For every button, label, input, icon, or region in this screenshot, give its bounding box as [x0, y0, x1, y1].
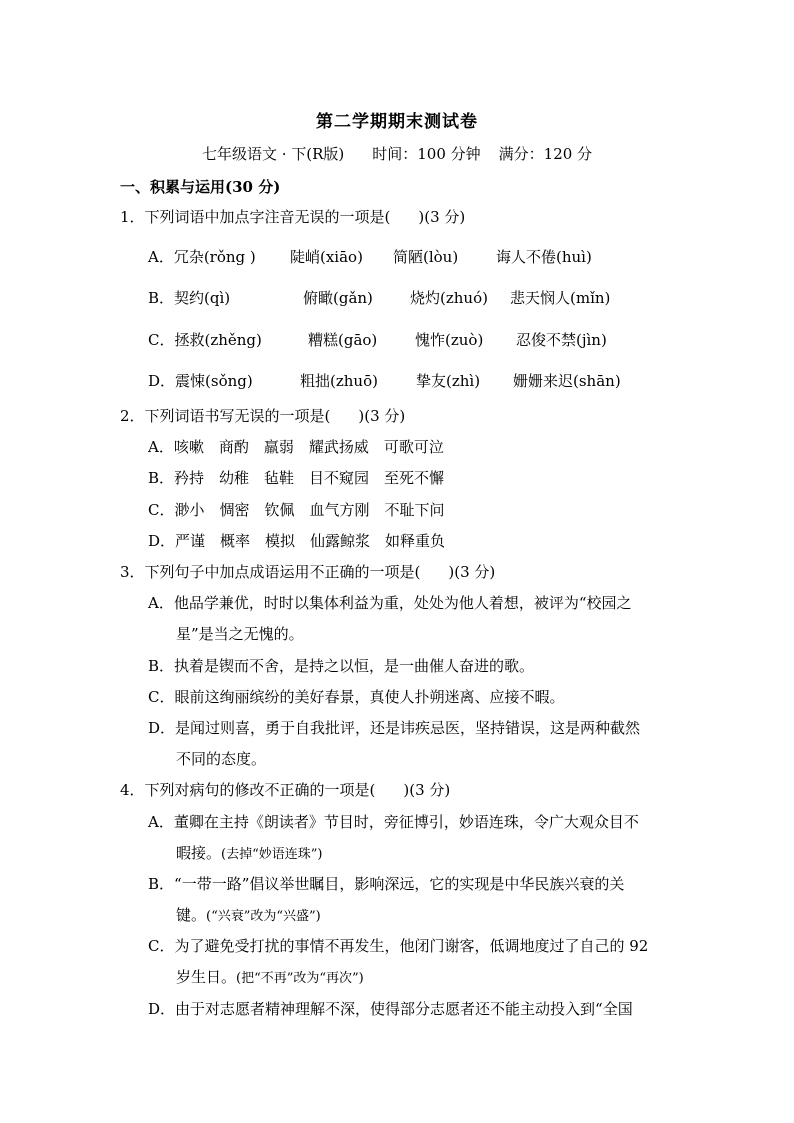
exam-page: 第二学期期末测试卷 七年级语文 · 下(R版) 时间：100 分钟 满分：120 分 一、积累与运用(30 分) 1．下列词语中加点字注音无误的一项是( )(3 分) A．冗杂(rǒng ) 陡峭(xiāo) 简陋(lòu) 诲人不倦(huì) B．契约(qì) 俯瞰(gǎn) 烧灼(zhuó) 悲天悯人(mǐn) C．拯救(zhěng) 糟糕(gāo) 愧怍(zuò) 忍俊不禁(jìn) D．震悚(sǒng) 粗拙(zhuō) 挚友(zhì) 姗姗来迟(shān) 2．下列词语书写无误的一项是( )(3 分) A．咳嗽 商酌 羸弱 耀武扬威 可歌可泣 B．矜持 幼稚 毡鞋 目不窥园 至死不懈 C．渺小 惆密 钦佩 血气方刚 不耻下问 D．严谨 概率 模拟 仙露鲸浆 如释重负 3．下列句子中加点成语运用不正确的一项是( )(3 分) A．他品学兼优，时时以集体利益为重，处处为他人着想，被评为“校园之 星”是当之无愧的。 B．执着是锲而不舍，是持之以恒，是一曲催人奋进的歌。 C．眼前这绚丽缤纷的美好春景，真使人扑朔迷离、应接不暇。 D．是闻过则喜，勇于自我批评，还是讳疾忌医，坚持错误，这是两种截然 不同的态度。 4．下列对病句的修改不正确的一项是( )(3 分) A．董卿在主持《朗读者》节目时，旁征博引，妙语连珠，令广大观众目不 暇接。(去掉“妙语连珠”) B．“一带一路”倡议举世瞩目，影响深远，它的实现是中华民族兴衰的关 键。(“兴衰”改为“兴盛”) C．为了避免受打扰的事情不再发生，他闭门谢客，低调地度过了自己的 92 岁生日。(把“不再”改为“再次”) D．由于对志愿者精神理解不深，使得部分志愿者还不能主动投入到“全国	[0, 0, 794, 1123]
question-3-option-c: C．眼前这绚丽缤纷的美好春景，真使人扑朔迷离、应接不暇。	[148, 688, 565, 706]
grade-subject: 七年级语文 · 下(R版)	[201, 145, 345, 163]
question-4-option-a-cont: 暇接。(去掉“妙语连珠”)	[176, 844, 323, 862]
question-4-option-b-cont: 键。(“兴衰”改为“兴盛”)	[176, 906, 321, 924]
revision-hint: (去掉“妙语连珠”)	[221, 847, 323, 862]
question-2-option-c: C．渺小 惆密 钦佩 血气方刚 不耻下问	[148, 501, 445, 519]
question-2-stem: 2．下列词语书写无误的一项是( )(3 分)	[120, 407, 406, 425]
question-3-stem: 3．下列句子中加点成语运用不正确的一项是( )(3 分)	[120, 563, 496, 581]
revision-hint: (“兴衰”改为“兴盛”)	[206, 909, 321, 924]
question-3-option-d: D．是闻过则喜，勇于自我批评，还是讳疾忌医，坚持错误，这是两种截然	[148, 719, 641, 737]
question-3-option-d-cont: 不同的态度。	[176, 750, 267, 768]
question-4-option-d: D．由于对志愿者精神理解不深，使得部分志愿者还不能主动投入到“全国	[148, 1000, 633, 1018]
question-4-option-c-cont: 岁生日。(把“不再”改为“再次”)	[176, 968, 364, 986]
revision-hint: (把“不再”改为“再次”)	[236, 971, 364, 986]
exam-score: 满分：120 分	[498, 145, 593, 163]
section-heading: 一、积累与运用(30 分)	[120, 178, 281, 196]
question-4-stem: 4．下列对病句的修改不正确的一项是( )(3 分)	[120, 781, 451, 799]
question-1-stem: 1．下列词语中加点字注音无误的一项是( )(3 分)	[120, 208, 466, 226]
question-4-option-b: B．“一带一路”倡议举世瞩目，影响深远，它的实现是中华民族兴衰的关	[148, 875, 625, 893]
question-2-option-a: A．咳嗽 商酌 羸弱 耀武扬威 可歌可泣	[148, 438, 444, 456]
question-4-option-c: C．为了避免受打扰的事情不再发生，他闭门谢客，低调地度过了自己的 92	[148, 937, 649, 955]
question-2-option-d: D．严谨 概率 模拟 仙露鲸浆 如释重负	[148, 532, 446, 550]
question-3-option-a-cont: 星”是当之无愧的。	[176, 625, 304, 643]
exam-title: 第二学期期末测试卷	[316, 112, 478, 132]
exam-meta	[0, 143, 794, 164]
question-3-option-b: B．执着是锲而不舍，是持之以恒，是一曲催人奋进的歌。	[148, 657, 535, 675]
question-2-option-b: B．矜持 幼稚 毡鞋 目不窥园 至死不懈	[148, 469, 445, 487]
exam-time: 时间：100 分钟	[372, 145, 481, 163]
question-3-option-a: A．他品学兼优，时时以集体利益为重，处处为他人着想，被评为“校园之	[148, 594, 632, 612]
question-4-option-a: A．董卿在主持《朗读者》节目时，旁征博引，妙语连珠，令广大观众目不	[148, 813, 639, 831]
